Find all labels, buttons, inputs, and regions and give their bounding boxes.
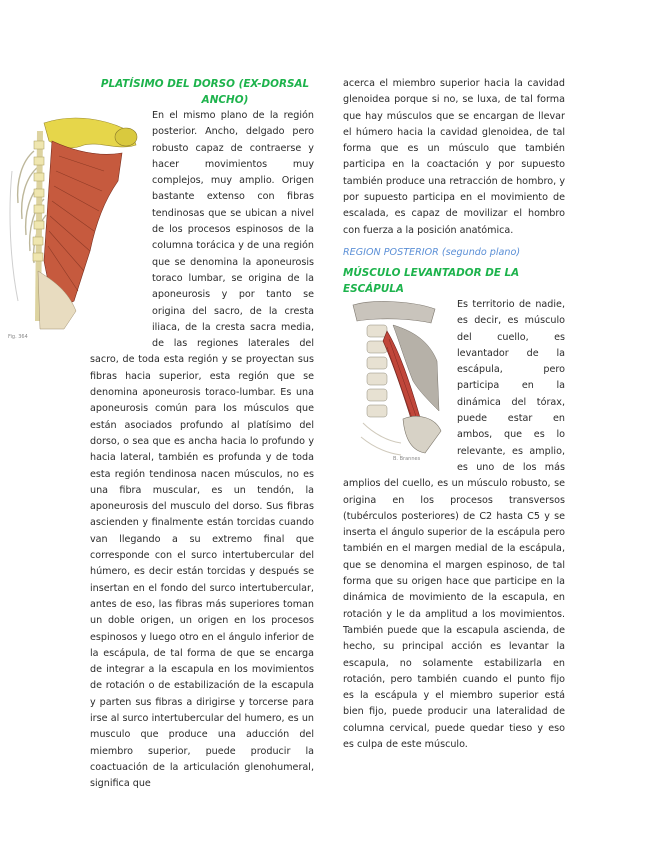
latissimus-body-text: En el mismo plano de la región posterior. Ancho, delgado pero robusto capaz de contraerse y hacer movimientos muy complejos, muy amplio. Origen bastante extenso con fibras tendinosas que se ubican a nivel de los procesos espinosos de la columna torácica y de una región que se denomina la aponeurosis toraco lumbar, se origina de la aponeurosis y por tanto se origina del sacro, de la cresta iliaca, de la cresta sacra media, de las regiones laterales del sacro, de toda esta región y se proyectan sus fibras hacia superior, esta región que se denomina aponeurosis toraco-lumbar. Es una aponeurosis común para los músculos que están asociados profundo al platísimo del dorso, o sea que es ancha hacia lo profundo y hacia lateral, también es profunda y de toda esta región tendinosa nacen músculos, no es una fibra muscular, es un tendón, la aponeurosis del musculo del dorso. Sus fibras ascienden y finalmente están torcidas cuando van llegando a su extremo final que corresponde con el surco intertubercular del húmero, es decir están torcidas y después se insertan en el fondo del surco intertubercular, antes de eso, las fibras más superiores toman un doble origen, un origen en los procesos espinosos y luego otro en el ángulo inferior de la escápula, de tal forma de que se encarga de integrar a la escapula en los movimientos de rotación o de estabilización de la escapula y parten sus fibras a dirigirse y torcerse para irse al surco intertubercular del humero, es un musculo que produce una aducción del miembro superior, puede producir la coactuación de la articulación glenohumeral, significa que: [90, 110, 314, 790]
latissimus-dorsi-illustration: [4, 111, 142, 343]
figure-caption: B. Brannes: [393, 455, 421, 462]
levator-scapulae-illustration: [343, 301, 445, 465]
section-title-latissimus: [90, 76, 314, 108]
left-column: [8, 76, 314, 792]
figure-caption: Fig. 364: [8, 333, 28, 340]
section-label-posterior: REGION POSTERIOR (segundo plano): [343, 246, 521, 258]
section-title-levator: MÚSCULO LEVANTADOR DE LA ESCÁPULA: [343, 266, 520, 295]
right-column: [343, 76, 565, 753]
title-line-1: PLATÍSIMO DEL DORSO (EX-DORSAL: [100, 78, 310, 90]
back-anatomy-drawing: [4, 111, 142, 337]
title-line-2: ANCHO): [201, 94, 249, 106]
levator-body-text: Es territorio de nadie, es decir, es músculo del cuello, es levantador de la escápula, pero participa en la dinámica del tórax, puede estar en ambos, que es lo relevante, es amplio, es uno de los más amplios del cuello, es un músculo robusto, se origina en los procesos transversos (tubérculos posteriores) de C2 hasta C5 y se inserta el ángulo superior de la escápula pero también en el margen medial de la escápula, que se denomina el margen espinoso, de tal forma que su origen hace que participe en la dinámica de movimiento de la escapula, en rotación y le da amplitud a los movimientos. También puede que la escapula ascienda, de hecho, su principal acción es levantar la escapula, no solamente estabilizarla en rotación, pero también cuando el punto fijo es la escápula y el miembro superior está bien fijo, puede producir una lateralidad de columna cervical, puede quedar tieso y eso es culpa de este músculo.: [343, 298, 565, 750]
neck-anatomy-drawing: [343, 301, 445, 461]
right-top-body-text: acerca el miembro superior hacia la cavidad glenoidea porque si no, se luxa, de tal forma que hay músculos que se encargan de llevar el húmero hacia la cavidad glenoidea, de tal forma que es un músculo que también participa en la coactación y por supuesto también produce una retracción de hombro, y por supuesto participa en el movimiento de escalada, es capaz de movilizar el hombro con fuerza a la posición anatómica.: [343, 78, 565, 236]
